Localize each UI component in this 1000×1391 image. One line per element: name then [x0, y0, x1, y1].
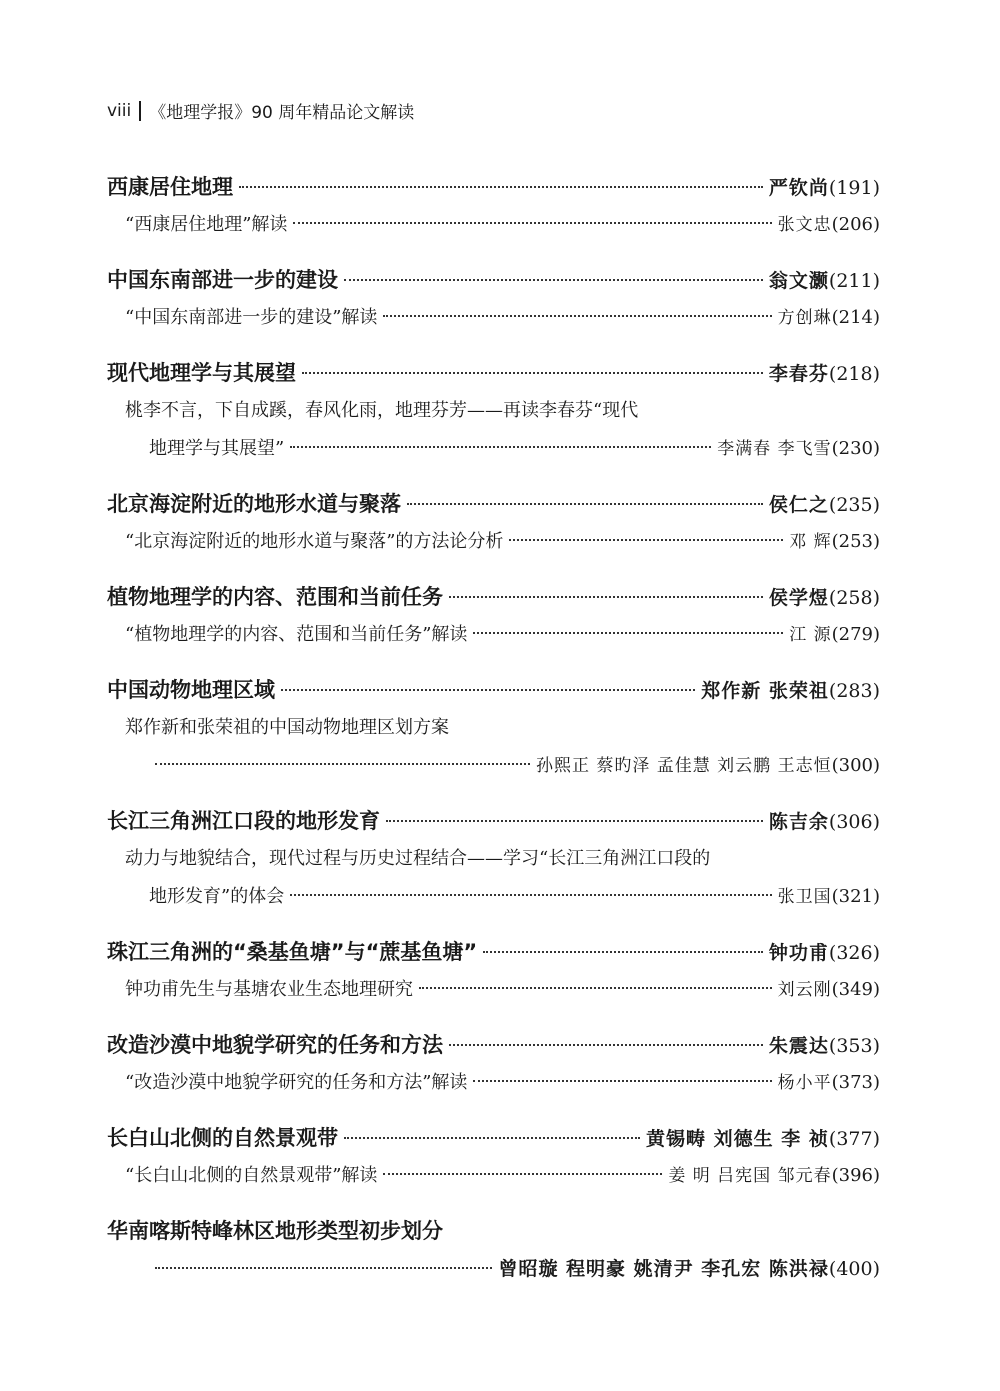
toc-sub-line[interactable] [107, 206, 880, 244]
toc-sub-line-first[interactable] [107, 840, 880, 878]
paper-authors: 曾昭璇 程明豪 姚清尹 李孔宏 陈洪禄 [498, 1258, 829, 1280]
toc-main-line[interactable] [107, 578, 880, 616]
toc-entry [107, 933, 880, 1009]
commentary-authors: 刘云刚 [777, 980, 832, 1000]
commentary-title: “改造沙漠中地貌学研究的任务和方法”解读 [125, 1072, 468, 1093]
paper-authors: 严钦尚 [768, 177, 829, 199]
running-head [107, 98, 414, 123]
toc-sub-line[interactable] [107, 616, 880, 654]
dot-leader [407, 483, 763, 505]
paper-authors: 朱震达 [768, 1035, 829, 1057]
table-of-contents [107, 168, 880, 1305]
commentary-title-part1: 动力与地貌结合，现代过程与历史过程结合——学习“长江三角洲江口段的 [125, 848, 711, 869]
page-ref: (321) [831, 886, 880, 907]
page-ref: (326) [828, 942, 880, 964]
paper-authors: 钟功甫 [768, 942, 829, 964]
commentary-authors: 姜 明 吕宪国 邹元春 [668, 1166, 832, 1186]
page-ref: (300) [831, 755, 880, 776]
commentary-authors: 张文忠 [777, 215, 832, 235]
commentary-title: 郑作新和张荣祖的中国动物地理区划方案 [125, 717, 449, 738]
dot-leader [383, 1153, 662, 1175]
page-ref: (258) [828, 587, 880, 609]
dot-leader [290, 426, 711, 448]
page-ref: (230) [831, 438, 880, 459]
page-ref: (218) [828, 363, 880, 385]
toc-entry [107, 671, 880, 785]
paper-title: 西康居住地理 [107, 175, 233, 199]
commentary-authors: 张卫国 [777, 887, 832, 907]
toc-entry [107, 1119, 880, 1195]
paper-authors: 郑作新 张荣祖 [701, 680, 829, 702]
toc-sub-line[interactable] [107, 430, 880, 468]
commentary-title-part2: 地形发育”的体会 [149, 886, 285, 907]
commentary-authors: 杨小平 [777, 1073, 832, 1093]
paper-authors: 陈吉余 [768, 811, 829, 833]
paper-title: 长江三角洲江口段的地形发育 [107, 809, 380, 833]
paper-title: 现代地理学与其展望 [107, 361, 296, 385]
paper-authors: 李春芬 [768, 363, 829, 385]
dot-leader [293, 202, 771, 224]
commentary-authors: 李满春 李飞雪 [717, 439, 832, 459]
toc-main-line[interactable] [107, 671, 880, 709]
dot-leader [344, 259, 763, 281]
header-divider [139, 101, 141, 121]
commentary-authors: 邓 辉 [789, 532, 832, 552]
dot-leader [239, 166, 763, 188]
dot-leader [449, 1024, 763, 1046]
toc-entry [107, 802, 880, 916]
paper-title: 中国东南部进一步的建设 [107, 268, 338, 292]
paper-title: 改造沙漠中地貌学研究的任务和方法 [107, 1033, 443, 1057]
toc-sub-line[interactable] [107, 878, 880, 916]
dot-leader [155, 743, 530, 765]
toc-sub-line[interactable] [107, 1064, 880, 1102]
commentary-title: “中国东南部进一步的建设”解读 [125, 307, 378, 328]
dot-leader [290, 874, 771, 896]
dot-leader [509, 519, 783, 541]
paper-authors: 侯仁之 [768, 494, 829, 516]
page-ref: (279) [831, 624, 880, 645]
toc-sub-line[interactable] [107, 971, 880, 1009]
page-ref: (191) [828, 177, 880, 199]
toc-entry [107, 168, 880, 244]
commentary-authors: 孙熙正 蔡旳泽 孟佳慧 刘云鹏 王志恒 [535, 756, 832, 776]
commentary-authors: 方创琳 [777, 308, 832, 328]
paper-authors: 侯学煜 [768, 587, 829, 609]
commentary-title-part2: 地理学与其展望” [149, 438, 285, 459]
dot-leader [473, 1060, 771, 1082]
paper-title: 长白山北侧的自然景观带 [107, 1126, 338, 1150]
toc-sub-line-first[interactable] [107, 709, 880, 747]
toc-entry [107, 354, 880, 468]
commentary-title: “西康居住地理”解读 [125, 214, 288, 235]
toc-main-line[interactable] [107, 261, 880, 299]
page-ref: (283) [828, 680, 880, 702]
dot-leader [473, 612, 783, 634]
dot-leader [386, 800, 763, 822]
page-ref: (353) [828, 1035, 880, 1057]
toc-sub-line-first[interactable] [107, 392, 880, 430]
toc-main-line[interactable] [107, 485, 880, 523]
commentary-title: “北京海淀附近的地形水道与聚落”的方法论分析 [125, 531, 504, 552]
page-ref: (396) [831, 1165, 880, 1186]
toc-entry [107, 485, 880, 561]
dot-leader [281, 669, 695, 691]
page-ref: (214) [831, 307, 880, 328]
book-title: 《地理学报》90 周年精品论文解读 [149, 103, 415, 123]
toc-main-line[interactable] [107, 168, 880, 206]
paper-title: 华南喀斯特峰林区地形类型初步划分 [107, 1219, 443, 1243]
page-ref: (349) [831, 979, 880, 1000]
paper-title: 北京海淀附近的地形水道与聚落 [107, 492, 401, 516]
dot-leader [344, 1117, 640, 1139]
page-ref: (306) [828, 811, 880, 833]
dot-leader [419, 967, 772, 989]
dot-leader [155, 1247, 492, 1269]
commentary-title: “长白山北侧的自然景观带”解读 [125, 1165, 378, 1186]
toc-main-line-first[interactable] [107, 1212, 880, 1250]
toc-entry [107, 261, 880, 337]
toc-entry [107, 1026, 880, 1102]
toc-sub-line[interactable] [107, 523, 880, 561]
commentary-title-part1: 桃李不言，下自成蹊，春风化雨，地理芬芳——再读李春芬“现代 [125, 400, 639, 421]
page-ref: (253) [831, 531, 880, 552]
toc-sub-line[interactable] [107, 747, 880, 785]
page-ref: (235) [828, 494, 880, 516]
commentary-title: 钟功甫先生与基塘农业生态地理研究 [125, 979, 413, 1000]
toc-entry [107, 578, 880, 654]
page-ref: (400) [828, 1258, 880, 1280]
page-ref: (211) [828, 270, 880, 292]
toc-sub-line[interactable] [107, 299, 880, 337]
commentary-authors: 江 源 [789, 625, 832, 645]
page-ref: (373) [831, 1072, 880, 1093]
toc-main-line[interactable] [107, 1250, 880, 1288]
page-number-roman: viii [107, 100, 132, 121]
toc-main-line[interactable] [107, 933, 880, 971]
dot-leader [483, 931, 763, 953]
toc-main-line[interactable] [107, 354, 880, 392]
toc-main-line[interactable] [107, 1026, 880, 1064]
toc-sub-line[interactable] [107, 1157, 880, 1195]
dot-leader [302, 352, 763, 374]
paper-authors: 翁文灏 [768, 270, 829, 292]
paper-title: 植物地理学的内容、范围和当前任务 [107, 585, 443, 609]
paper-title: 中国动物地理区域 [107, 678, 275, 702]
page-ref: (206) [831, 214, 880, 235]
toc-entry [107, 1212, 880, 1288]
toc-main-line[interactable] [107, 802, 880, 840]
page-ref: (377) [828, 1128, 880, 1150]
dot-leader [449, 576, 763, 598]
toc-main-line[interactable] [107, 1119, 880, 1157]
paper-authors: 黄锡畴 刘德生 李 祯 [646, 1128, 829, 1150]
paper-title: 珠江三角洲的“桑基鱼塘”与“蔗基鱼塘” [107, 940, 478, 964]
dot-leader [383, 295, 771, 317]
commentary-title: “植物地理学的内容、范围和当前任务”解读 [125, 624, 468, 645]
